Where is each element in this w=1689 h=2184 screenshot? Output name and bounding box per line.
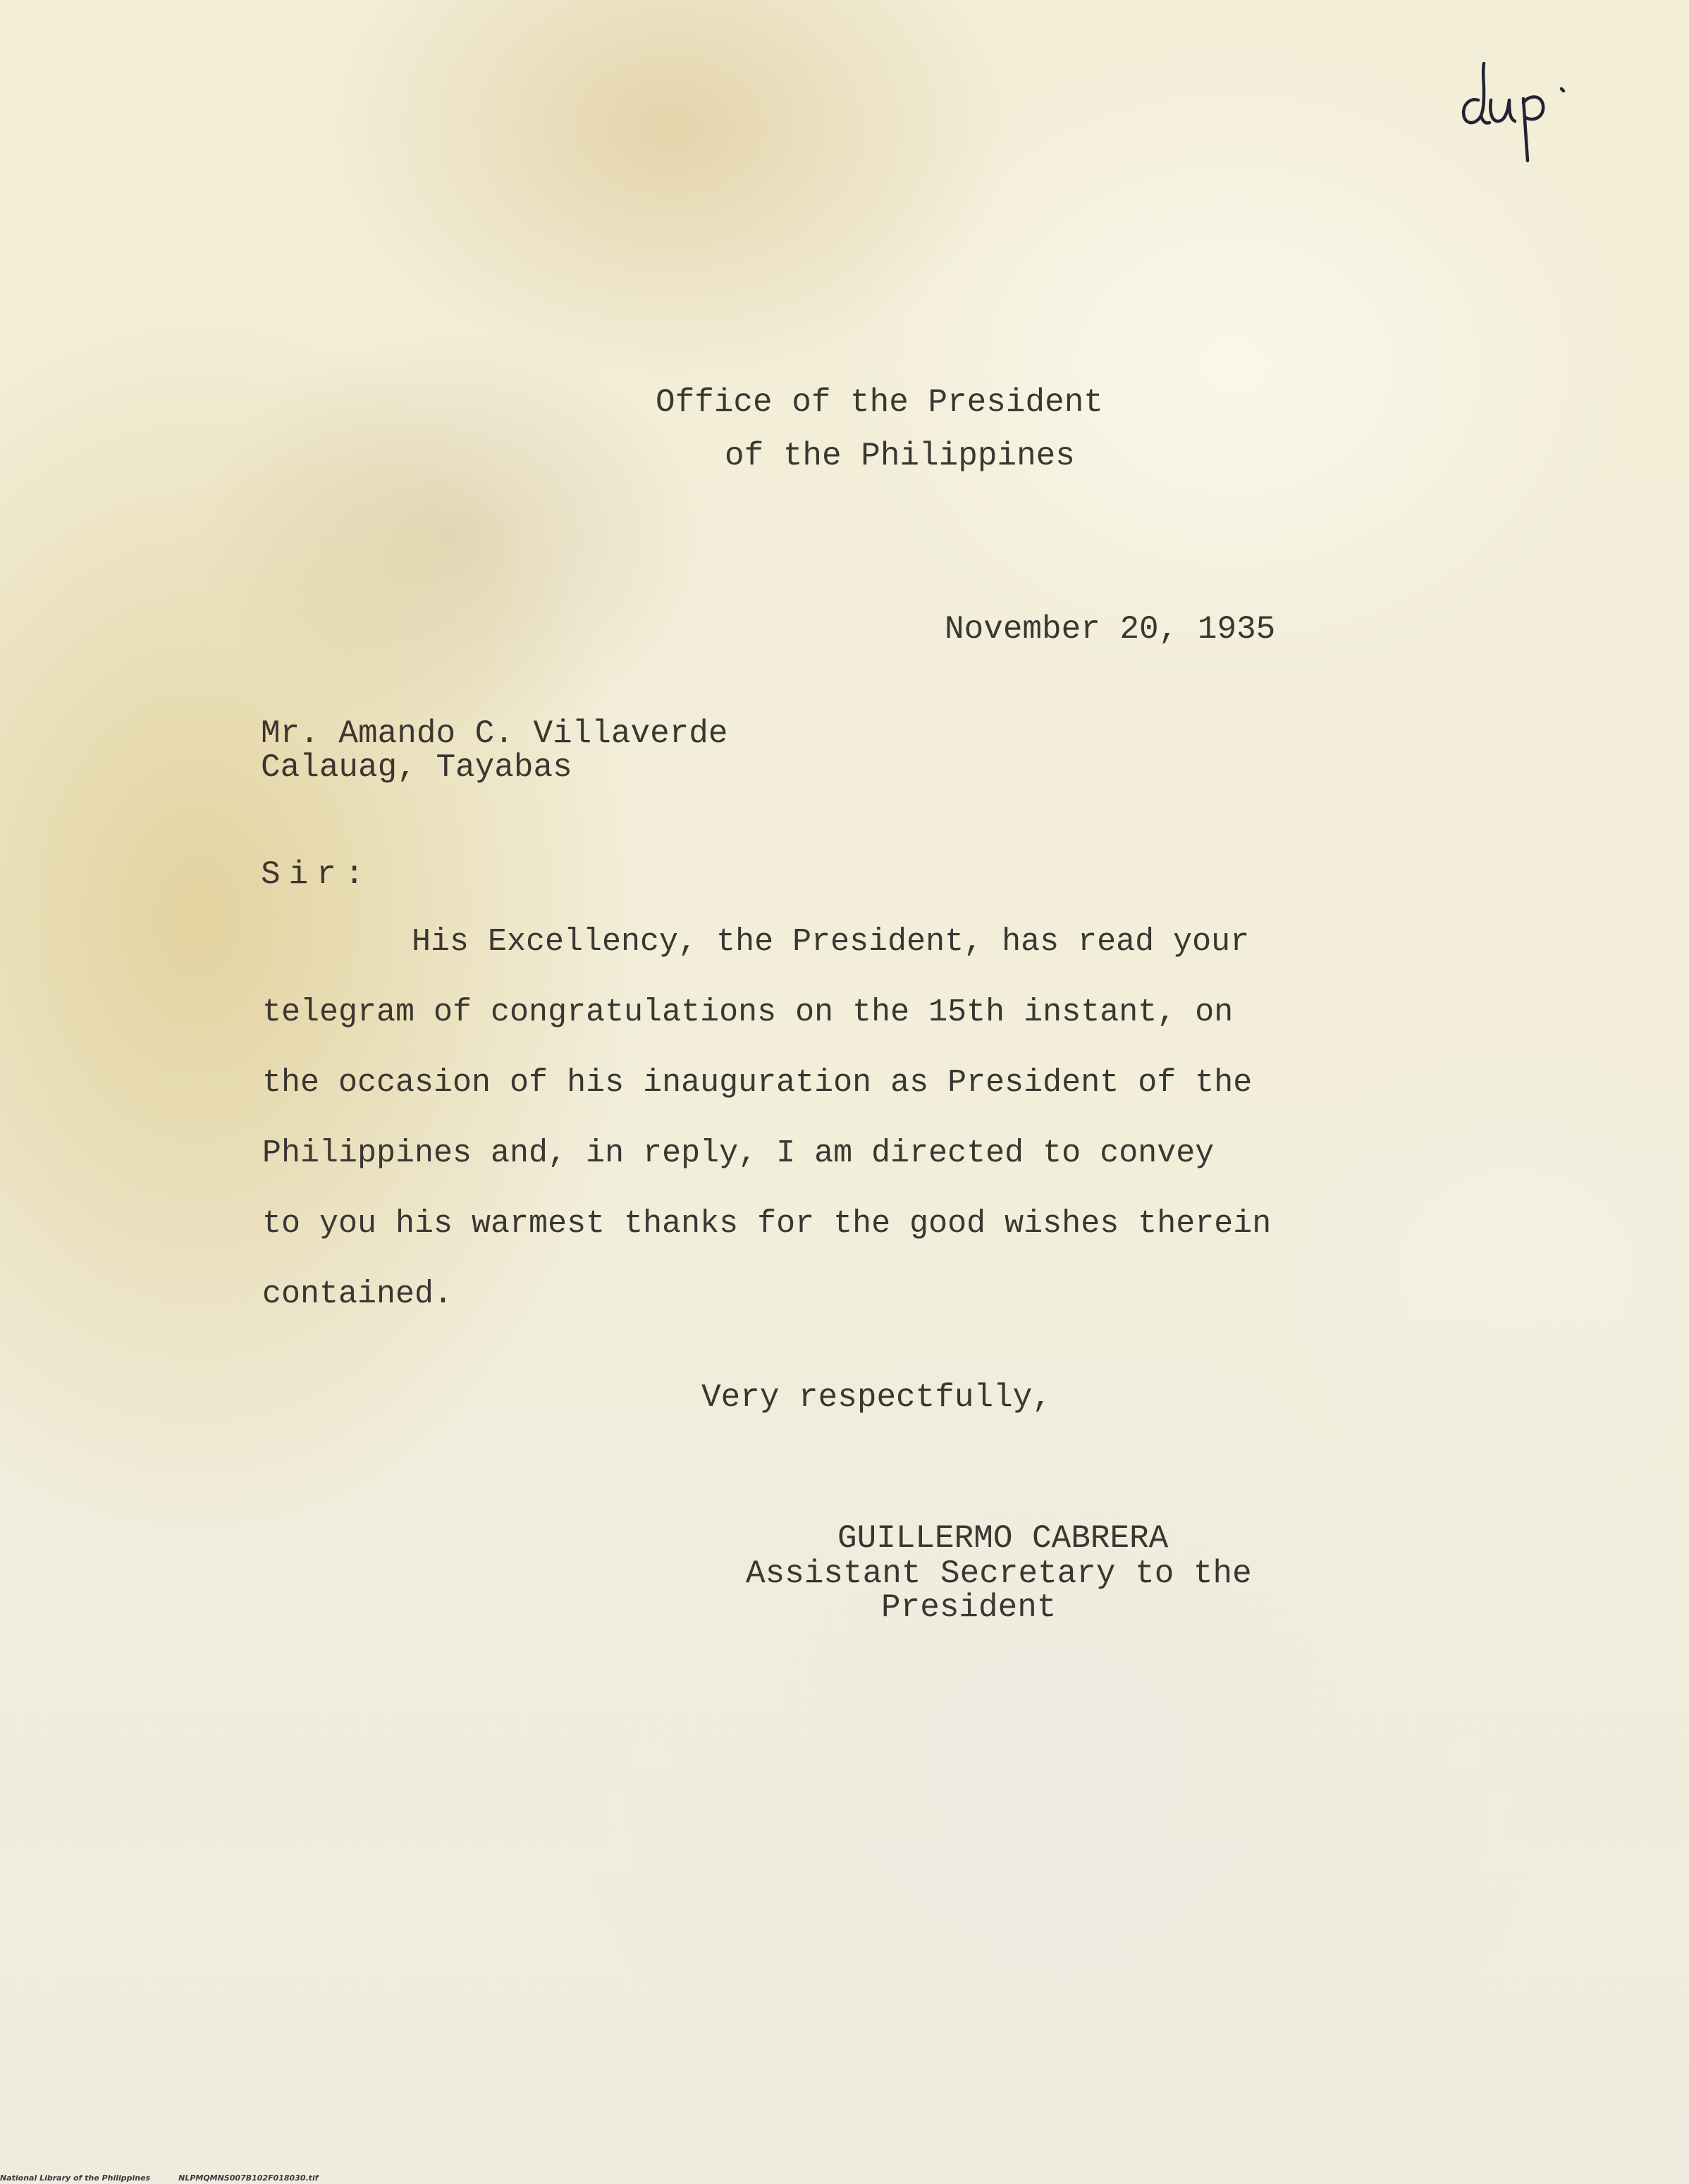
signatory-title-continued: President bbox=[881, 1589, 1057, 1626]
signatory-title: Assistant Secretary to the bbox=[746, 1555, 1252, 1592]
body-line: His Excellency, the President, has read your bbox=[412, 924, 1250, 960]
body-line: telegram of congratulations on the 15th instant, on bbox=[262, 994, 1234, 1030]
letter-date: November 20, 1935 bbox=[945, 611, 1276, 648]
archive-file-id: NLPMQMNS007B102F018030.tif bbox=[178, 2173, 319, 2183]
handwritten-dup-mark bbox=[1456, 56, 1597, 183]
body-line: contained. bbox=[262, 1276, 453, 1312]
recipient-name: Mr. Amando C. Villaverde bbox=[261, 715, 728, 752]
handwritten-annotation bbox=[1456, 56, 1597, 183]
signatory-name: GUILLERMO CABRERA bbox=[837, 1520, 1169, 1557]
body-line: the occasion of his inauguration as President of the bbox=[262, 1065, 1253, 1101]
archive-institution: National Library of the Philippines bbox=[0, 2173, 151, 2183]
letterhead-line-2: of the Philippines bbox=[725, 438, 1075, 474]
recipient-address: Calauag, Tayabas bbox=[261, 749, 572, 786]
salutation: Sir: bbox=[261, 856, 373, 893]
archive-footer bbox=[0, 2172, 846, 2184]
body-line: to you his warmest thanks for the good wishes therein bbox=[262, 1206, 1272, 1242]
letterhead-line-1: Office of the President bbox=[656, 384, 1103, 421]
closing: Very respectfully, bbox=[701, 1379, 1052, 1416]
body-line: Philippines and, in reply, I am directed to convey bbox=[262, 1135, 1215, 1171]
